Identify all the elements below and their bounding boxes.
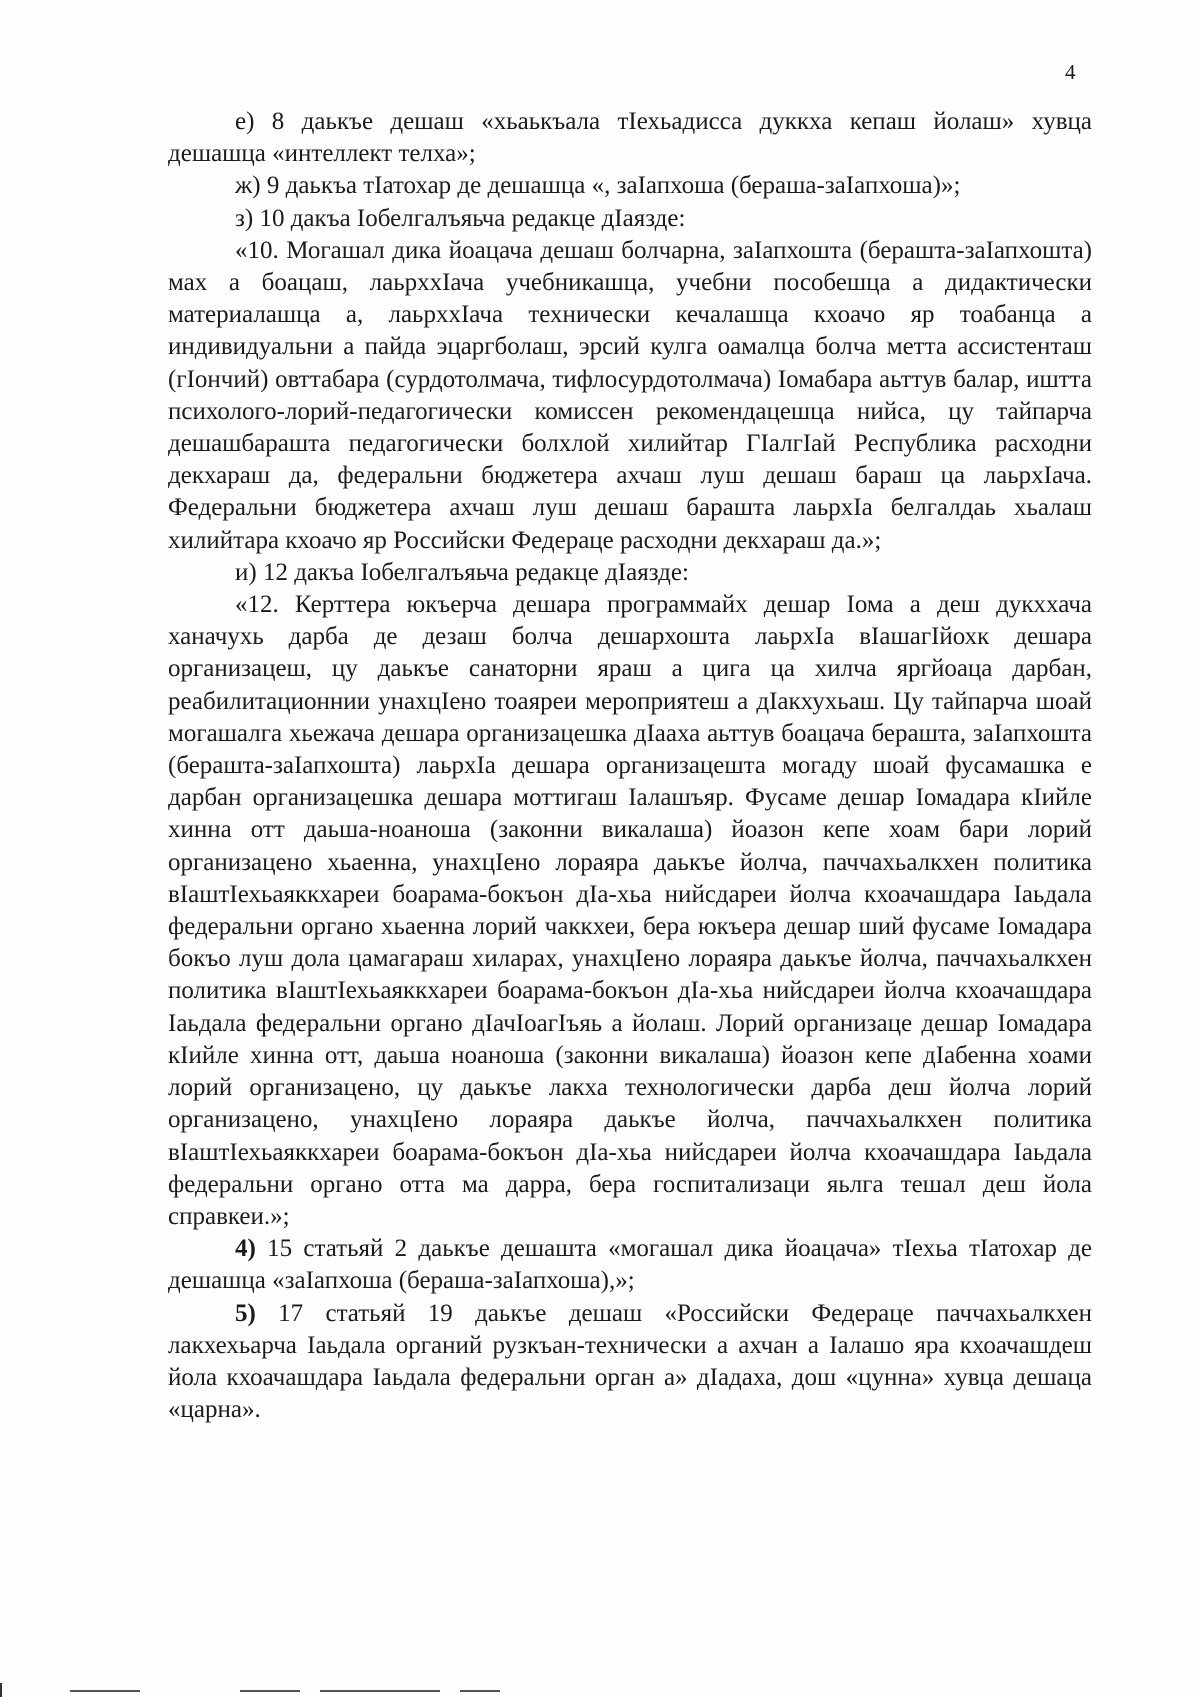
paragraph-quote-10: «10. Могашал дика йоацача дешаш болчарна, заIапхошта (бераштa-заIапхошта) мах а боацаш, лаьрххIача учебникашца, учебни пособешца а дидактически материалашца а, лаьрххIача технически кечалашца кхоачо яр тоабанца а индивидуальни а пайда эцаргболаш, эрсий кулга оамалца болча метта ассистенташ (гIончий) овттабара (сурдотолмача, тифлосурдотолмача) Iомабара аьттув балар, иштта психолого-лорий-педагогически комиссен рекомендацешца нийса, цу тайпарча дешашбарашта педагогически болхлой хилийтар ГIалгIай Республика расходни декхараш да, федеральни бюджетера ахчаш луш дешаш бараш ца лаьрхIача. Федеральни бюджетера ахчаш луш дешаш барашта лаьрхIа белгалдаь хьалаш хилийтара кхоачо яр Российски Федераце расходни декхараш да.»;: [168, 236, 1092, 554]
scan-dash: [70, 1690, 140, 1692]
page-number: 4: [1065, 60, 1076, 84]
item-text: 17 статьяй 19 даькъе дешаш «Российски Федераце паччахьалкхен лакхехьарча Iаьдала органий рузкъан-технически а ахчан а Iалашо яра кхоачашдеш йола кхоачашдара Iаьдала федеральни орган а» дIадаха, дош «цунна» хувца дешаца «царна».: [168, 1299, 1092, 1424]
paragraph-e: е) 8 даькъе дешаш «хьаькъала тIехьадисса дуккха кепаш йолаш» хувца дешашца «интеллект телха»;: [168, 108, 1092, 168]
scan-dash: [240, 1690, 300, 1692]
paragraph-quote-12: «12. Керттера юкъерча дешара программайх дешар Iома а деш дукххача ханачухь дарба де дезаш болча дешархошта лаьрхIа вIашагIйохк дешара организацеш, цу даькъе санаторни яраш а цига ца хилча яргйоаца дарбан, реабилитационнии унахцIено тоаяреи мероприятеш а дIакхухьаш. Цу тайпарча шоай могашалга хьежача дешара организацешка дIааха аьттув боацача бераштa, заIапхошта (бераштa-заIапхошта) лаьрхIа дешара организацешта могаду шоай фусамашка е дарбан организацешка дешара моттигаш Iалашъяр. Фусаме дешар Iомадара кIийле хинна отт даьша-ноаноша (законни викалаша) йоазон кепе хоам бари лорий организацено хьаенна, унахцIено лораяра даькъе йолча, паччахьалкхен политика вIаштIехьаяккхареи боарама-бокъон дIа-хьа нийсдареи йолча кхоачашдара Iаьдала федеральни органо хьаенна лорий чаккхеи, бера юкъера дешар ший фусаме Iомадара бокъо луш дола цамагараш хиларах, унахцIено лораяра даькъе йолча, паччахьалкхен политика вIаштIехьаяккхареи боарама-бокъон дIа-хьа нийсдареи йолча кхоачашдара Iаьдала федеральни органо дIачIоагIъяь а йолаш. Лорий организаце дешар Iомадара кIийле хинна отт, даьша ноаноша (законни викалаша) йоазон кепе дIабенна хоами лорий организацено, цу даькъе лакха технологически дарба деш йолча лорий организацено, унахцIено лораяра даькъе йолча, паччахьалкхен политика вIаштIехьаяккхареи боарама-бокъон дIа-хьа нийсдареи йолча кхоачашдара Iаьдала федеральни органо отта ма дарра, бера госпитализаци яьлга тешал деш йола справкеи.»;: [168, 591, 1092, 1230]
paragraph-i: и) 12 дакъа Iобелгалъяьча редакце дIаязде:: [235, 558, 689, 586]
item-number: 4): [235, 1235, 256, 1263]
scan-dash: [320, 1690, 440, 1692]
item-number: 5): [235, 1299, 256, 1327]
paragraph-zh: ж) 9 даькъа тIатохар де дешашца «, заIапхоша (бераша-заIапхоша)»;: [235, 172, 961, 200]
scan-dash: [460, 1690, 500, 1692]
numbered-item-5: [168, 1298, 1092, 1427]
scan-artifacts: [0, 1670, 1200, 1690]
document-body: [168, 106, 1092, 1426]
item-text: 15 статьяй 2 даькъе дешашта «могашал дика йоацача» тIехьа тIатохар де дешашца «заIапхоша (бераша-заIапхоша),»;: [168, 1235, 1092, 1295]
numbered-item-4: [168, 1233, 1092, 1297]
paragraph-z: з) 10 дакъа Iобелгалъяьча редакце дIаязде:: [235, 204, 686, 232]
